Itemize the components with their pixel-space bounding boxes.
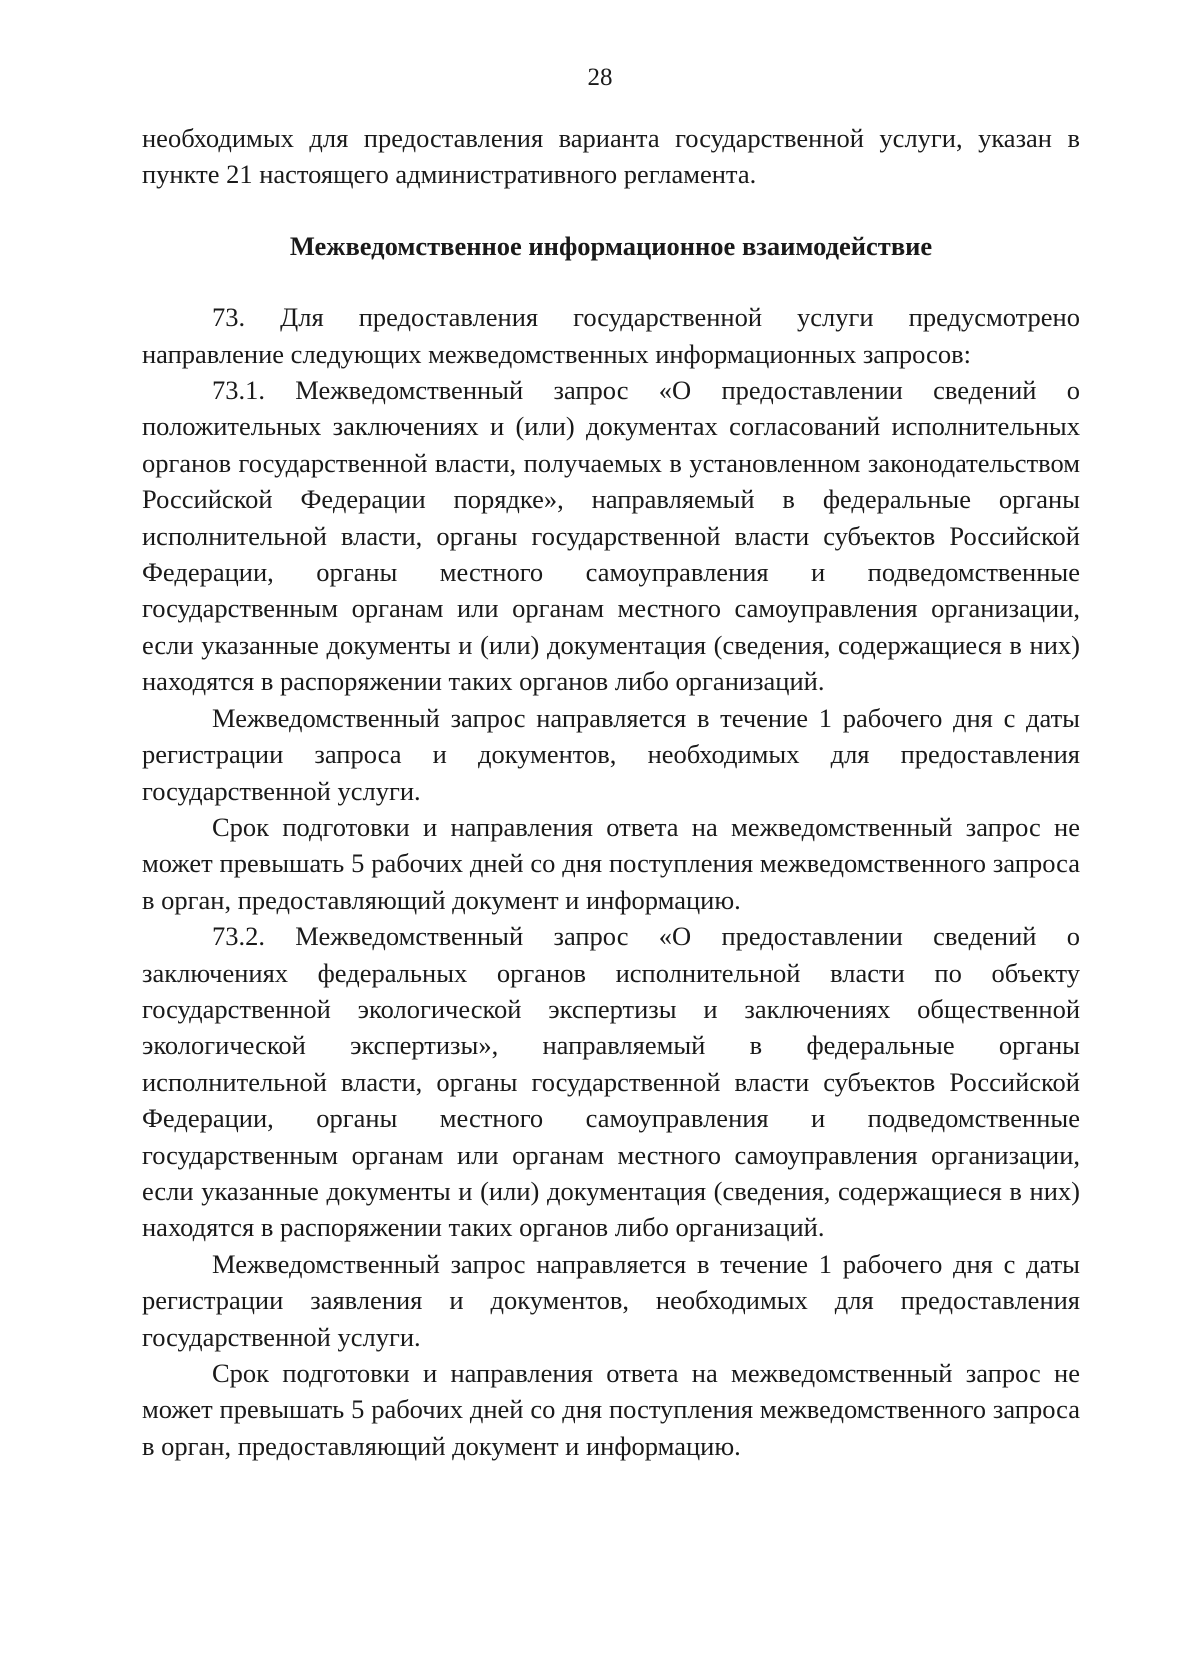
paragraph-continuation: необходимых для предоставления варианта государственной услуги, указан в пункте 21 настоящего административного регламента. bbox=[142, 123, 1080, 190]
paragraph-73-1-send-deadline: Межведомственный запрос направляется в течение 1 рабочего дня с даты регистрации запроса и документов, необходимых для предоставления государственной услуги. bbox=[142, 702, 1080, 806]
paragraph-73-2: 73.2. Межведомственный запрос «О предоставлении сведений о заключениях федеральных органов исполнительной власти по объекту государственной экологической экспертизы и заключениях общественной экологической экспертизы», направляемый в федеральные органы исполнительной власти, органы государственной власти субъектов Российской Федерации, органы местного самоуправления и подведомственные государственным органам или органам местного самоуправления организации, если указанные документы и (или) документация (сведения, содержащиеся в них) находятся в распоряжении таких органов либо организаций. bbox=[142, 921, 1080, 1243]
section-heading: Межведомственное информационное взаимодействие bbox=[289, 230, 933, 261]
paragraph-73-1: 73.1. Межведомственный запрос «О предоставлении сведений о положительных заключениях и (или) документах согласований исполнительных органов государственной власти, получаемых в установленном законодательством Российской Федерации порядке», направляемый в федеральные органы исполнительной власти, органы государственной власти субъектов Российской Федерации, органы местного самоуправления и подведомственные государственным органам или органам местного самоуправления организации, если указанные документы и (или) документация (сведения, содержащиеся в них) находятся в распоряжении таких органов либо организаций. bbox=[142, 375, 1080, 697]
paragraph-73-2-response-term: Срок подготовки и направления ответа на межведомственный запрос не может превышать 5 рабочих дней со дня поступления межведомственного запроса в орган, предоставляющий документ и информацию. bbox=[142, 1358, 1080, 1461]
document-body bbox=[142, 120, 1080, 1464]
page-number: 28 bbox=[587, 64, 613, 91]
paragraph-73-2-send-deadline: Межведомственный запрос направляется в течение 1 рабочего дня с даты регистрации заявления и документов, необходимых для предоставления государственной услуги. bbox=[142, 1248, 1080, 1352]
paragraph-73-1-response-term: Срок подготовки и направления ответа на межведомственный запрос не может превышать 5 рабочих дней со дня поступления межведомственного запроса в орган, предоставляющий документ и информацию. bbox=[142, 811, 1080, 915]
paragraph-73: 73. Для предоставления государственной услуги предусмотрено направление следующих межведомственных информационных запросов: bbox=[142, 302, 1080, 369]
